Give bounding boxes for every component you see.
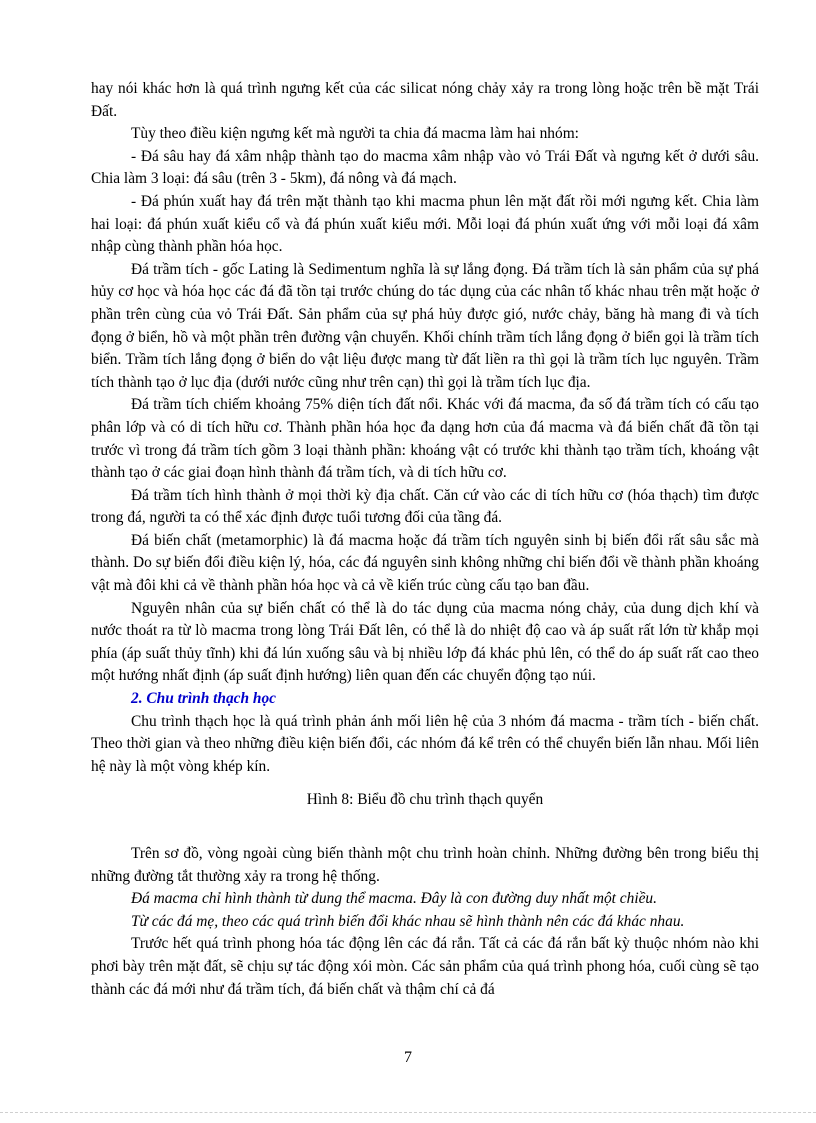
paragraph-metamorphic-rock: Đá biến chất (metamorphic) là đá macma hoặc đá trầm tích nguyên sinh bị biến đổi rất sâu sắc mà thành. Do sự biến đổi điều kiện lý, hóa, các đá nguyên sinh không những chỉ biến đổi về thành phần khoáng vật mà đôi khi cả về thành phần hóa học và cả về kiến trúc cùng cấu tạo ban đầu. [91,531,759,595]
paragraph-intrusive-rock: - Đá sâu hay đá xâm nhập thành tạo do macma xâm nhập vào vỏ Trái Đất và ngưng kết ở dưới sâu. Chia làm 3 loại: đá sâu (trên 3 - 5km), đá nông và đá mạch. [91,147,759,188]
paragraph-magma-groups: Tùy theo điều kiện ngưng kết mà người ta chia đá macma làm hai nhóm: [131,125,579,143]
italic-line-magma: Đá macma chỉ hình thành từ dung thể macma. Đây là con đường duy nhất một chiều. [131,890,657,908]
paragraph-sedimentary-composition: Đá trầm tích chiếm khoảng 75% diện tích đất nổi. Khác với đá macma, đa số đá trầm tích có cấu tạo phân lớp và có di tích hữu cơ. Thành phần hóa học đa dạng hơn của đá macma và đá biến chất đã tồn tại trước vì trong đá trầm tích gồm 3 loại thành phần: khoáng vật có trước khi thành tạo trầm tích, khoáng vật thành tạo ở các giai đoạn hình thành đá trầm tích, và di tích hữu cơ. [91,396,759,482]
figure-caption: Hình 8: Biểu đồ chu trình thạch quyển [306,791,544,809]
section-heading: 2. Chu trình thạch học [131,690,276,708]
paragraph-diagram-description: Trên sơ đồ, vòng ngoài cùng biến thành một chu trình hoàn chỉnh. Những đường bên trong biểu thị những đường tắt thường xảy ra trong hệ thống. [91,845,759,885]
document-page [91,78,759,1001]
paragraph-extrusive-rock: - Đá phún xuất hay đá trên mặt thành tạo khi macma phun lên mặt đất rồi mới ngưng kết. Chia làm hai loại: đá phún xuất kiểu cổ và đá phún xuất kiểu mới. Mỗi loại đá phún xuất ứng với mỗi loại đá xâm nhập cùng thành phần hóa học. [91,192,759,256]
page-number: 7 [404,1049,412,1066]
paragraph-continuation: hay nói khác hơn là quá trình ngưng kết của các silicat nóng chảy xảy ra trong lòng hoặc trên bề mặt Trái Đất. [91,80,759,120]
page-bottom-rule [0,1112,816,1113]
paragraph-rock-cycle: Chu trình thạch học là quá trình phản ánh mối liên hệ của 3 nhóm đá macma - trầm tích - biến chất. Theo thời gian và theo những điều kiện biến đổi, các nhóm đá kể trên có thể chuyển biến lẫn nhau. Mối liên hệ này là một vòng khép kín. [91,712,759,775]
italic-line-parent-rocks: Từ các đá mẹ, theo các quá trình biến đổi khác nhau sẽ hình thành nên các đá khác nhau. [131,912,685,930]
paragraph-sedimentary-rock: Đá trầm tích - gốc Lating là Sedimentum nghĩa là sự lắng đọng. Đá trầm tích là sản phẩm của sự phá hủy cơ học và hóa học các đá đã tồn tại trước chúng do tác dụng của các nhân tố khác nhau trên mặt hoặc ở phần trên cùng của vỏ Trái Đất. Sản phẩm của sự phá hủy được gió, nước chảy, băng hà mang đi và tích đọng ở biển, hồ và một phần trên đường vận chuyển. Khối chính trầm tích lắng đọng ở biển gọi là trầm tích biển. Trầm tích lắng đọng ở biển do vật liệu được mang từ đất liền ra thì gọi là trầm tích lục nguyên. Trầm tích thành tạo ở lục địa (dưới nước cũng như trên cạn) thì gọi là trầm tích lục địa. [91,260,759,391]
paragraph-sedimentary-age: Đá trầm tích hình thành ở mọi thời kỳ địa chất. Căn cứ vào các di tích hữu cơ (hóa thạch) tìm được trong đá, người ta có thể xác định được tuổi tương đối của tầng đá. [91,486,759,527]
paragraph-metamorphism-causes: Nguyên nhân của sự biến chất có thể là do tác dụng của macma nóng chảy, của dung dịch khí và nước thoát ra từ lò macma trong lòng Trái Đất lên, có thể là do nhiệt độ cao và áp suất rất lớn từ khắp mọi phía (áp suất thủy tĩnh) khi đá lún xuống sâu và bị nhiều lớp đá khác phủ lên, có thể do áp suất rất cao theo một hướng nhất định (áp suất định hướng) liên quan đến các chuyển động tạo núi. [91,599,759,685]
paragraph-weathering: Trước hết quá trình phong hóa tác động lên các đá rắn. Tất cả các đá rắn bất kỳ thuộc nhóm nào khi phơi bày trên mặt đất, sẽ chịu sự tác động xói mòn. Các sản phẩm của quá trình phong hóa, cuối cùng sẽ tạo thành các đá mới như đá trầm tích, đá biến chất và thậm chí cả đá [91,935,759,998]
